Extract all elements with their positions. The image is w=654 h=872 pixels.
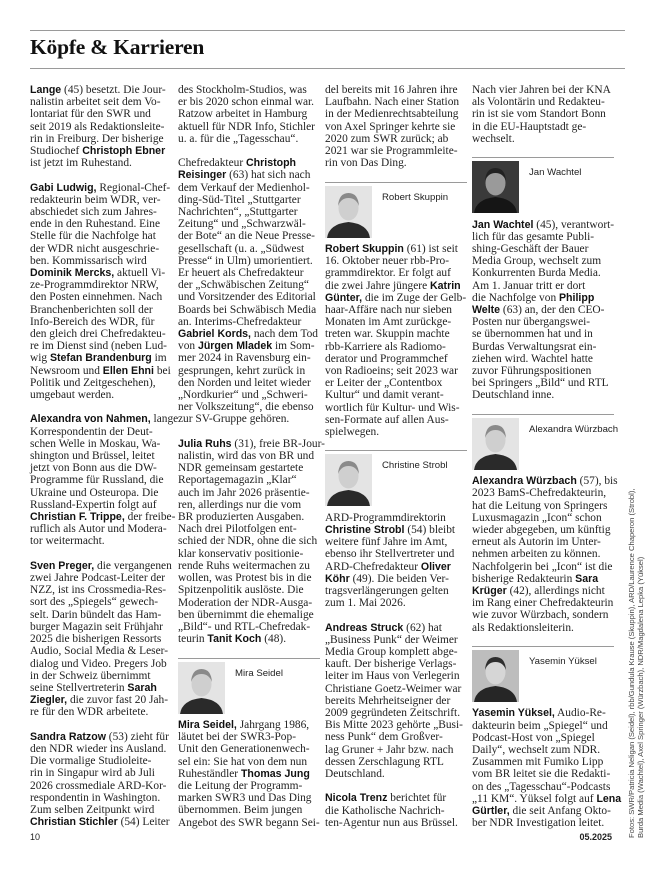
article-paragraph (178, 437, 325, 646)
article-paragraph (472, 219, 614, 402)
paragraph-text: lange Korrespondentin der Deut- schen Welle in Moskau, Wa- shington und Brüssel, leitet jetzt von Bonn aus die DW- Programme für Russland, die Ukraine und Osteuropa. Die Russland-Expertin folgt auf (30, 413, 179, 511)
person-name: Thomas Jung (240, 767, 310, 780)
paragraph-text: im Newsroom und (30, 352, 167, 377)
article-paragraph (30, 182, 172, 402)
issue-date: 05.2025 (579, 832, 612, 842)
person-name: Sarah Ziegler, (30, 681, 157, 707)
person-name: Christoph Ebner (82, 145, 166, 158)
column-4 (472, 84, 622, 842)
article-paragraph (178, 84, 320, 145)
paragraph-text: Regional-Chef- redakteurin beim WDR, ver- abschiedet sich zum Jahres- ende in den Ruhestand. Eine Stelle für die Nachfolge hat der WDR nicht ausgeschrie- ben. Kommissarisch wird (30, 181, 171, 267)
paragraph-text: (49). Die beiden Ver- tragsverlängerungen gelten zum 1. Mai 2026. (325, 572, 449, 610)
article-paragraph (30, 731, 172, 829)
portrait-caption: Jan Wachtel (529, 167, 582, 179)
paragraph-text: del bereits mit 16 Jahren ihre Laufbahn. Nach einer Station in der Medienrechtsabteilung von Axel Springer kehrte sie 2020 zum SWR zurück; ab 2021 war sie Programmleite- rin von Das Ding. (325, 84, 460, 170)
portrait-photo (472, 418, 519, 470)
article-paragraph (472, 707, 622, 830)
paragraph-text: die vergangenen zwei Jahre Podcast-Leiter der NZZ, ist ins Crossmedia-Res- sort des „Spiegels“ gewech- selt. Darin bündelt das Ham- burger Magazin seit Frühjahr 2025 die bisherigen Ressorts Audio, Social Media & Leser- dialog und Video. Pregers Job in der Schweiz übernimmt seine Stellvertreterin (30, 559, 172, 694)
column-3 (325, 84, 467, 841)
top-rule (30, 30, 625, 31)
article-paragraph (30, 413, 179, 548)
paragraph-text: die seit Anfang Okto- ber NDR Investigation leitet. (472, 805, 611, 830)
paragraph-text: die zuvor fast 20 Jah- re für den WDR arbeitete. (30, 694, 168, 719)
person-name: Robert Skuppin (325, 243, 404, 255)
article-paragraph (178, 157, 320, 425)
portrait-caption: Yasemin Yüksel (529, 656, 597, 668)
paragraph-text: (54) Leiter (117, 816, 170, 829)
article-paragraph (325, 512, 467, 610)
article-paragraph (472, 475, 618, 634)
paragraph-text: Nach vier Jahren bei der KNA als Volontärin und Redakteu- rin ist sie vom Standort Bonn in die EU-Hauptstadt ge- wechselt. (472, 84, 611, 145)
portrait-photo (472, 650, 519, 702)
paragraph-text: Chefredakteur (178, 157, 246, 170)
paragraph-text: (57), bis 2023 BamS-Chefredakteurin, hat die Leitung von Springers Luxusmagazin „Icon“ schon wieder abgegeben, um künftig erneut als Autorin im Unter- nehmen arbeiten zu können. Nachfolgerin bei „Icon“ ist die bisherige Redakteurin (472, 475, 618, 585)
person-name: Stefan Brandenburg (49, 352, 152, 365)
portrait-photo (325, 454, 372, 506)
person-name: Sara Krüger (472, 572, 599, 598)
portrait-block (178, 658, 320, 714)
person-name: Yasemin Yüksel, (472, 707, 555, 720)
photo-credits: Fotos: SWR/Patricia Neligan (Seidel), rbb/Gundula Krause (Skuppin), ARD/Laurence Chaperon (Strobl), Burda Media (Wachtel), Axel Springer (Würzbach), NDR/Magdalena Lepka (Yüksel) (627, 488, 645, 838)
portrait-photo (472, 161, 519, 213)
paragraph-text: des Stockholm-Studios, was er bis 2020 schon einmal war. Ratzow arbeitet in Hamburg aktuell für NDR Info, Stichler u. a. für die „Tagesschau“. (178, 84, 315, 145)
portrait-caption: Alexandra Würzbach (529, 423, 619, 435)
person-name: Christoph Reisinger (178, 157, 297, 182)
paragraph-text: Jahrgang 1986, läutet bei der SWR3-Pop- Unit den Generationenwech- sel ein: Sie hat von dem nun Ruheständler (178, 718, 310, 780)
paragraph-text: Audio-Re- dakteurin beim „Spiegel“ und Podcast-Host von „Spiegel Daily“, wechselt zum NDR. Zusammen mit Fumiko Lipp vom BR leitet sie die Redakti- on des „Tagesschau“-Podcasts „11 KM“. Yüksel folgt auf (472, 707, 611, 805)
person-name: Katrin Günter, (325, 279, 461, 304)
person-name: Sven Preger, (30, 559, 95, 572)
portrait-caption: Christine Strobl (382, 460, 448, 472)
person-name: Christian F. Trippe, (30, 511, 125, 524)
paragraph-text: (45), verantwort- lich für das gesamte Publi- shing-Geschäft der Bauer Media Group, wechselt zum Konkurrenten Burda Media. Am 1. Januar tritt er dort die Nachfolge von (472, 218, 615, 304)
person-name: Dominik Mercks, (30, 267, 115, 280)
person-name: Gabriel Kords, (178, 328, 251, 341)
article-paragraph (178, 719, 320, 829)
column-2 (178, 84, 325, 841)
paragraph-text: die Leitung der Programm- marken SWR3 und Das Ding übernommen. Beim jungen Angebot des SWR begann Sei- (178, 779, 320, 829)
person-name: Sandra Ratzow (30, 730, 106, 743)
paragraph-text: ist jetzt im Ruhestand. (30, 157, 132, 170)
paragraph-text: berichtet für die Katholische Nachrich- ten-Agentur nun aus Brüssel. (325, 792, 458, 829)
person-name: Christian Stichler (30, 816, 118, 829)
portrait-block (472, 157, 614, 213)
portrait-block (325, 450, 467, 506)
person-name: Lange (30, 84, 62, 96)
person-name: Andreas Struck (325, 621, 404, 634)
paragraph-text: der freibe- ruflich als Autor und Modera- tor weitermacht. (30, 511, 176, 548)
person-name: Jan Wachtel (472, 218, 534, 231)
paragraph-text: (53) zieht für den NDR wieder ins Ausland. Die vormalige Studioleite- rin in Singapur wird ab Juli 2026 crossmediale ARD-Kor- respondentin in Washington. Zum selben Zeitpunkt wird (30, 730, 169, 816)
portrait-block (472, 646, 614, 702)
article-paragraph (30, 84, 172, 169)
paragraph-text: nach dem Tod von (178, 328, 319, 353)
article-paragraph (325, 243, 467, 438)
person-name: Mira Seidel, (178, 718, 237, 731)
title-rule (30, 68, 625, 69)
person-name: Christine Strobl (325, 524, 405, 537)
person-name: Philipp Welte (472, 291, 595, 317)
paragraph-text: bei Politik und Zeitgeschehen), umgebaut werden. (30, 364, 171, 402)
portrait-photo (325, 186, 372, 238)
portrait-block (472, 414, 619, 470)
portrait-caption: Robert Skuppin (382, 191, 449, 203)
person-name: Alexandra Würzbach (472, 475, 577, 488)
person-name: Tanit Koch (207, 633, 262, 646)
page-number: 10 (30, 832, 41, 842)
person-name: Lena Gürtler, (472, 792, 622, 818)
paragraph-text: (31), freie BR-Jour- nalistin, wird das von BR und NDR gemeinsam gestartete Reportagemagazin „Klar“ auch im Jahr 2026 präsentie- ren, allerdings nur die vom BR produzierten Ausgaben. Nach drei Pilotfolgen ent- schied der NDR, ohne die sich klar konservativ positionie- rende Ruhs weitermachen zu wollen, was Protest bis in die Spitzenpolitik auslöste. Die Moderation der NDR-Ausga- ben übernimmt die ehemalige „Bild“- und RTL-Chefredak- teurin (178, 437, 325, 646)
person-name: Gabi Ludwig, (30, 181, 97, 194)
paragraph-text: (48). (261, 633, 287, 646)
portrait-caption: Mira Seidel (235, 667, 283, 679)
page-title: Köpfe & Karrieren (30, 35, 205, 59)
paragraph-text: (63) an, der den CEO- Posten nur übergangswei- se übernommen hat und in Burdas Verwaltungsrat ein- ziehen wird. Wachtel hatte zuvor Führungspositionen bei Springers „Bild“ und RTL Deutschland inne. (472, 304, 609, 402)
person-name: Jürgen Mladek (197, 340, 273, 353)
article-paragraph (325, 622, 467, 781)
paragraph-text: (45) besetzt. Die Jour- nalistin arbeitet seit dem Vo- lontariat für den SWR und seit 2019 als Redaktionsleite- rin in Freiburg. Der bisherige Studiochef (30, 84, 166, 158)
person-name: Alexandra von Nahmen, (30, 413, 151, 426)
person-name: Ellen Ehni (102, 364, 154, 377)
article-paragraph (325, 84, 467, 169)
paragraph-text: ARD-Programmdirektorin (325, 511, 446, 524)
person-name: Oliver Köhr (325, 560, 451, 585)
article-paragraph (325, 792, 467, 829)
article-paragraph (472, 84, 614, 145)
paragraph-text: (61) ist seit 16. Oktober neuer rbb-Pro- grammdirektor. Er folgt auf die zwei Jahre jüngere (325, 243, 458, 292)
paragraph-text: die im Zuge der Gelb- haar-Affäre nach nur sieben Monaten im Amt zurückge- treten war. Skuppin machte rbb-Karriere als Radiomo- derator und Programmchef von Radioeins; seit 2023 war er Leiter der „Contentbox Kultur“ und damit verant- wortlich für Kultur- und Wis- sen-Formate auf allen Aus- spielwegen. (325, 291, 467, 439)
paragraph-text: (42), allerdings nicht im Rang einer Chefredakteurin wie zuvor Würzbach, sondern als Redaktionsleiterin. (472, 585, 614, 634)
person-name: Nicola Trenz (325, 792, 388, 805)
article-paragraph (30, 560, 172, 719)
portrait-block (325, 182, 467, 238)
paragraph-text: (63) hat sich nach dem Verkauf der Medienhol- ding-Süd-Titel „Stuttgarter Nachrichten“, „Stuttgarter Zeitung“ und „Schwarzwäl- der Bote“ an die Neue Presse- gesellschaft (u. a. „Südwest Presse“ in Ulm) umorientiert. Er heuert als Chefredakteur der „Schwäbischen Zeitung“ und Vorsitzender des Editorial Boards bei Schwäbisch Media an. Interims-Chefredakteur (178, 169, 317, 328)
paragraph-text: (62) hat „Business Punk“ der Weimer Media Group komplett abge- kauft. Der bisherige Verlags- leiter im Haus von Verlegerin Christiane Goetz-Weimer war bereits Mehrheitseigner der 2009 gegründeten Zeitschrift. Bis Mitte 2023 gehörte „Busi- ness Punk“ dem Großver- lag Gruner + Jahr bzw. nach dessen Zerschlagung RTL Deutschland. (325, 621, 463, 781)
column-1 (30, 84, 179, 841)
portrait-photo (178, 662, 225, 714)
paragraph-text: (54) bleibt weitere fünf Jahre im Amt, ebenso ihr Stellvertreter und ARD-Chefredakteur (325, 524, 456, 573)
paragraph-text: im Som- mer 2024 in Ravensburg ein- gesprungen, kehrt zurück in den Norden und leitet wieder „Nordkurier“ und „Schweri- ner Volkszeitung“, die ebenso zur SV-Gruppe gehören. (178, 340, 315, 426)
paragraph-text: aktuell Vi- ze-Programmdirektor NRW, den Posten einnehmen. Nach Branchenberichten soll der Info-Bereich des WDR, für den gleich drei Chefredakteu- re im Dienst sind (neben Lud- wig (30, 267, 167, 365)
person-name: Julia Ruhs (178, 437, 232, 450)
